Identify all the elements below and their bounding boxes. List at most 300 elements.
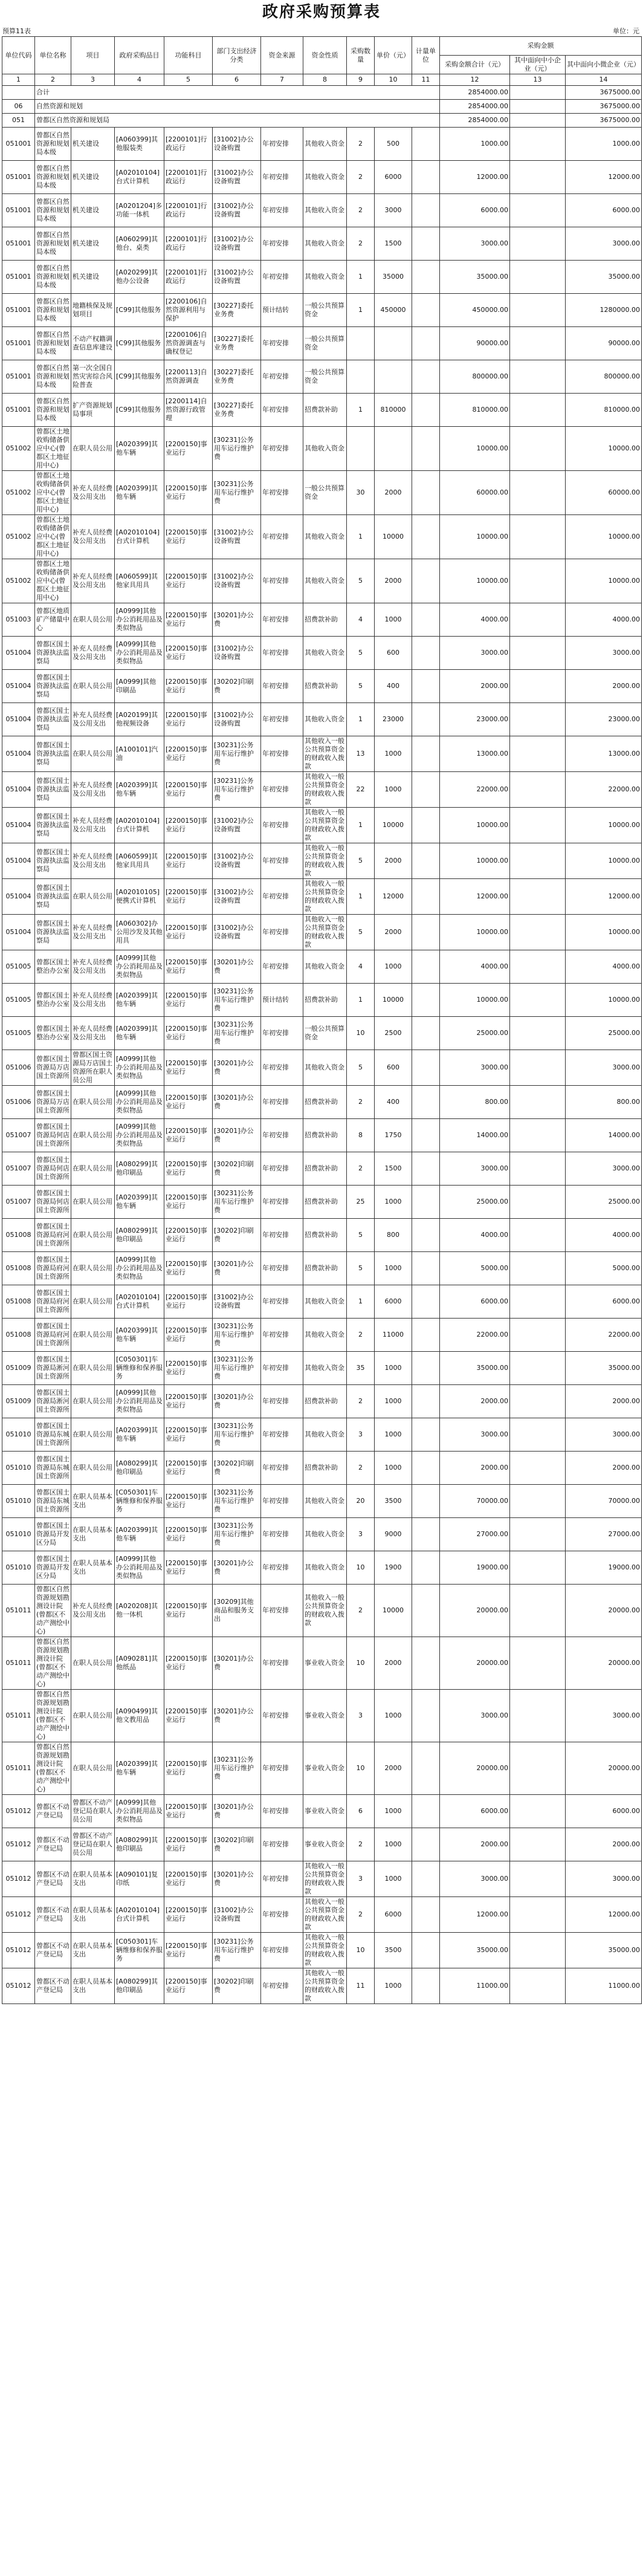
cell-fund-source: 年初安排 xyxy=(261,1152,303,1186)
cell-total: 12000.00 xyxy=(440,161,510,194)
cell-sme xyxy=(510,1828,566,1861)
table-row xyxy=(2,1518,642,1551)
cell-sme xyxy=(510,294,566,327)
cell-project: 机关建设 xyxy=(71,194,115,227)
cell-price: 500 xyxy=(375,128,412,161)
summary-row xyxy=(2,100,642,114)
cell-func-subject: [2200106]自然资源调查与确权登记 xyxy=(164,327,213,360)
cell-unit-code: 051004 xyxy=(2,915,35,950)
cell-func-subject: [2200113]自然资源调查 xyxy=(164,360,213,394)
cell-sme xyxy=(510,1285,566,1319)
cell-sme xyxy=(510,984,566,1017)
cell-econ-class: [31002]办公设备购置 xyxy=(213,128,261,161)
cell-qty: 1 xyxy=(347,515,375,559)
cell-sme xyxy=(510,1897,566,1933)
cell-fund-source: 年初安排 xyxy=(261,1551,303,1585)
cell-sme xyxy=(510,515,566,559)
cell-micro: 12000.00 xyxy=(566,1897,642,1933)
table-row xyxy=(2,915,642,950)
summary-sme xyxy=(510,100,566,114)
cell-price: 1000 xyxy=(375,1861,412,1897)
cell-price xyxy=(375,327,412,360)
cell-unit-measure xyxy=(412,1637,440,1690)
cell-sme xyxy=(510,808,566,843)
cell-project: 在职人员基本支出 xyxy=(71,1968,115,2004)
cell-unit-measure xyxy=(412,394,440,427)
procurement-table xyxy=(2,36,642,2004)
cell-sme xyxy=(510,1452,566,1485)
cell-unit-name: 曾都区国土资源局淅河国土资源所 xyxy=(35,1352,71,1385)
cell-func-subject: [2200101]行政运行 xyxy=(164,194,213,227)
table-row xyxy=(2,1219,642,1252)
cell-unit-code: 051002 xyxy=(2,515,35,559)
cell-fund-nature: 其他收入一般公共预算资金的财政收入拨款 xyxy=(303,736,347,772)
cell-micro: 90000.00 xyxy=(566,327,642,360)
cell-total: 14000.00 xyxy=(440,1119,510,1152)
table-row xyxy=(2,808,642,843)
cell-micro: 5000.00 xyxy=(566,1252,642,1285)
cell-qty: 3 xyxy=(347,1690,375,1742)
cell-fund-source: 年初安排 xyxy=(261,161,303,194)
cell-unit-code: 051001 xyxy=(2,128,35,161)
cell-project: 在职人员公用 xyxy=(71,1219,115,1252)
cell-price: 2000 xyxy=(375,1637,412,1690)
header-fund-source: 资金来源 xyxy=(261,37,303,74)
cell-unit-measure xyxy=(412,1551,440,1585)
table-row xyxy=(2,1319,642,1352)
cell-fund-nature: 一般公共预算资金 xyxy=(303,294,347,327)
cell-fund-source: 年初安排 xyxy=(261,327,303,360)
cell-unit-code: 051001 xyxy=(2,360,35,394)
cell-proc-item: [A0999]其他办公消耗用品及类似物品 xyxy=(115,603,164,637)
column-index-cell: 12 xyxy=(440,74,510,86)
cell-proc-item: [C99]其他服务 xyxy=(115,294,164,327)
cell-fund-nature: 其他收入一般公共预算资金的财政收入拨款 xyxy=(303,1968,347,2004)
cell-unit-measure xyxy=(412,1968,440,2004)
table-row xyxy=(2,1119,642,1152)
cell-total: 800.00 xyxy=(440,1086,510,1119)
cell-unit-code: 051012 xyxy=(2,1933,35,1968)
cell-fund-source: 年初安排 xyxy=(261,128,303,161)
cell-unit-code: 051008 xyxy=(2,1319,35,1352)
cell-unit-measure xyxy=(412,736,440,772)
cell-total: 3000.00 xyxy=(440,637,510,670)
cell-fund-source: 年初安排 xyxy=(261,1897,303,1933)
cell-fund-source: 年初安排 xyxy=(261,1319,303,1352)
cell-qty: 2 xyxy=(347,161,375,194)
cell-proc-item: [A0999]其他办公消耗用品及类似物品 xyxy=(115,1385,164,1418)
cell-fund-source: 年初安排 xyxy=(261,1086,303,1119)
cell-qty: 1 xyxy=(347,394,375,427)
cell-fund-source: 年初安排 xyxy=(261,1690,303,1742)
table-row xyxy=(2,1795,642,1828)
cell-unit-name: 曾都区自然资源和规划局本级 xyxy=(35,327,71,360)
cell-func-subject: [2200150]事业运行 xyxy=(164,1152,213,1186)
cell-unit-measure xyxy=(412,1285,440,1319)
cell-total: 23000.00 xyxy=(440,703,510,736)
cell-price: 3500 xyxy=(375,1485,412,1518)
cell-total: 2000.00 xyxy=(440,1385,510,1418)
cell-project: 在职人员公用 xyxy=(71,1186,115,1219)
cell-proc-item: [A020399]其他车辆 xyxy=(115,1017,164,1050)
cell-fund-source: 年初安排 xyxy=(261,879,303,915)
cell-unit-code: 051004 xyxy=(2,736,35,772)
cell-fund-source: 年初安排 xyxy=(261,1485,303,1518)
cell-econ-class: [31002]办公设备购置 xyxy=(213,161,261,194)
cell-proc-item: [A020399]其他车辆 xyxy=(115,1319,164,1352)
cell-unit-name: 曾都区国土资源执法监察局 xyxy=(35,637,71,670)
cell-unit-measure xyxy=(412,471,440,515)
cell-micro: 3000.00 xyxy=(566,1418,642,1452)
cell-price: 1000 xyxy=(375,603,412,637)
column-index-cell: 4 xyxy=(115,74,164,86)
cell-fund-source: 年初安排 xyxy=(261,394,303,427)
cell-sme xyxy=(510,879,566,915)
cell-sme xyxy=(510,1319,566,1352)
cell-qty: 3 xyxy=(347,1418,375,1452)
cell-unit-name: 曾都区国土资源局开发区分局 xyxy=(35,1551,71,1585)
cell-func-subject: [2200150]事业运行 xyxy=(164,1518,213,1551)
table-row xyxy=(2,950,642,984)
summary-sme xyxy=(510,114,566,128)
summary-code xyxy=(2,86,35,100)
cell-price: 1500 xyxy=(375,227,412,261)
cell-qty: 5 xyxy=(347,1050,375,1086)
cell-price: 3500 xyxy=(375,1933,412,1968)
cell-total: 22000.00 xyxy=(440,772,510,808)
cell-func-subject: [2200150]事业运行 xyxy=(164,1385,213,1418)
cell-total: 25000.00 xyxy=(440,1186,510,1219)
cell-qty: 2 xyxy=(347,194,375,227)
cell-unit-code: 051012 xyxy=(2,1828,35,1861)
cell-sme xyxy=(510,1742,566,1795)
table-row xyxy=(2,1742,642,1795)
cell-qty: 1 xyxy=(347,703,375,736)
cell-total: 10000.00 xyxy=(440,984,510,1017)
cell-total: 25000.00 xyxy=(440,1017,510,1050)
table-row xyxy=(2,843,642,879)
cell-sme xyxy=(510,736,566,772)
cell-proc-item: [A080299]其他印刷品 xyxy=(115,1452,164,1485)
cell-fund-nature: 其他收入一般公共预算资金的财政收入拨款 xyxy=(303,1897,347,1933)
table-number: 预算11表 xyxy=(2,27,31,35)
cell-sme xyxy=(510,1551,566,1585)
cell-unit-measure xyxy=(412,808,440,843)
cell-qty: 25 xyxy=(347,1186,375,1219)
cell-unit-measure xyxy=(412,1828,440,1861)
cell-econ-class: [30227]委托业务费 xyxy=(213,327,261,360)
cell-func-subject: [2200114]自然资源行政管理 xyxy=(164,394,213,427)
cell-unit-measure xyxy=(412,227,440,261)
cell-func-subject: [2200150]事业运行 xyxy=(164,1086,213,1119)
cell-sme xyxy=(510,843,566,879)
cell-unit-name: 曾都区土地收购储备供应中心(曾都区土地征用中心) xyxy=(35,515,71,559)
cell-fund-nature: 其他收入资金 xyxy=(303,1518,347,1551)
table-row xyxy=(2,1551,642,1585)
cell-unit-code: 051004 xyxy=(2,703,35,736)
summary-name: 曾都区自然资源和规划局 xyxy=(35,114,440,128)
cell-econ-class: [30201]办公费 xyxy=(213,1861,261,1897)
cell-total: 2000.00 xyxy=(440,670,510,703)
cell-unit-measure xyxy=(412,194,440,227)
table-row xyxy=(2,1418,642,1452)
cell-unit-code: 051004 xyxy=(2,670,35,703)
cell-fund-nature: 招费款补助 xyxy=(303,670,347,703)
cell-fund-nature: 其他收入资金 xyxy=(303,1485,347,1518)
cell-unit-name: 曾都区国土资源局府河国土资源所 xyxy=(35,1219,71,1252)
cell-unit-measure xyxy=(412,559,440,603)
cell-econ-class: [30231]公务用车运行维护费 xyxy=(213,427,261,471)
cell-unit-code: 051006 xyxy=(2,1050,35,1086)
cell-total: 4000.00 xyxy=(440,603,510,637)
cell-fund-nature: 其他收入资金 xyxy=(303,950,347,984)
cell-micro: 25000.00 xyxy=(566,1186,642,1219)
table-row xyxy=(2,670,642,703)
cell-micro: 13000.00 xyxy=(566,736,642,772)
cell-price: 1000 xyxy=(375,1352,412,1385)
cell-unit-measure xyxy=(412,1050,440,1086)
cell-micro: 10000.00 xyxy=(566,559,642,603)
cell-unit-name: 曾都区国土资源执法监察局 xyxy=(35,915,71,950)
cell-unit-name: 曾都区土地收购储备供应中心(曾都区土地征用中心) xyxy=(35,471,71,515)
table-meta xyxy=(0,24,643,36)
table-row xyxy=(2,128,642,161)
table-body xyxy=(2,86,642,2004)
cell-sme xyxy=(510,703,566,736)
cell-micro: 10000.00 xyxy=(566,427,642,471)
summary-code: 051 xyxy=(2,114,35,128)
cell-total: 3000.00 xyxy=(440,227,510,261)
cell-micro: 800.00 xyxy=(566,1086,642,1119)
cell-econ-class: [30231]公务用车运行维护费 xyxy=(213,1017,261,1050)
cell-price: 1000 xyxy=(375,1385,412,1418)
cell-total: 5000.00 xyxy=(440,1252,510,1285)
table-row xyxy=(2,294,642,327)
cell-fund-source: 年初安排 xyxy=(261,360,303,394)
cell-micro: 23000.00 xyxy=(566,703,642,736)
cell-unit-name: 曾都区国土整治办公室 xyxy=(35,950,71,984)
cell-micro: 20000.00 xyxy=(566,1742,642,1795)
cell-qty: 2 xyxy=(347,1452,375,1485)
cell-project: 在职人员公用 xyxy=(71,1637,115,1690)
cell-fund-nature: 其他收入资金 xyxy=(303,161,347,194)
cell-proc-item: [A080299]其他印刷品 xyxy=(115,1219,164,1252)
cell-unit-code: 051010 xyxy=(2,1485,35,1518)
cell-unit-name: 曾都区国土资源执法监察局 xyxy=(35,843,71,879)
cell-sme xyxy=(510,1795,566,1828)
cell-fund-nature: 事业收入资金 xyxy=(303,1795,347,1828)
cell-qty: 2 xyxy=(347,1152,375,1186)
cell-fund-nature: 其他收入资金 xyxy=(303,1551,347,1585)
cell-micro: 2000.00 xyxy=(566,1828,642,1861)
cell-unit-name: 曾都区自然资源规划勘测设计院(曾都区不动产测绘中心) xyxy=(35,1637,71,1690)
cell-func-subject: [2200150]事业运行 xyxy=(164,843,213,879)
cell-total: 4000.00 xyxy=(440,1219,510,1252)
cell-func-subject: [2200150]事业运行 xyxy=(164,1742,213,1795)
cell-fund-nature: 其他收入资金 xyxy=(303,515,347,559)
cell-fund-nature: 招费款补助 xyxy=(303,1152,347,1186)
cell-project: 机关建设 xyxy=(71,227,115,261)
cell-fund-nature: 招费款补助 xyxy=(303,1119,347,1152)
cell-proc-item: [A090101]复印纸 xyxy=(115,1861,164,1897)
cell-project: 在职人员公用 xyxy=(71,1252,115,1285)
cell-fund-source: 年初安排 xyxy=(261,1742,303,1795)
cell-project: 在职人员公用 xyxy=(71,1385,115,1418)
cell-proc-item: [A020399]其他车辆 xyxy=(115,1186,164,1219)
cell-func-subject: [2200150]事业运行 xyxy=(164,1319,213,1352)
cell-fund-source: 年初安排 xyxy=(261,227,303,261)
table-row xyxy=(2,427,642,471)
cell-unit-code: 051012 xyxy=(2,1861,35,1897)
cell-sme xyxy=(510,327,566,360)
cell-fund-source: 年初安排 xyxy=(261,603,303,637)
cell-unit-measure xyxy=(412,1861,440,1897)
cell-sme xyxy=(510,227,566,261)
cell-fund-nature: 其他收入资金 xyxy=(303,1285,347,1319)
cell-qty: 30 xyxy=(347,471,375,515)
cell-econ-class: [31002]办公设备购置 xyxy=(213,261,261,294)
cell-qty: 8 xyxy=(347,1119,375,1152)
cell-unit-code: 051009 xyxy=(2,1385,35,1418)
table-row xyxy=(2,1050,642,1086)
cell-func-subject: [2200150]事业运行 xyxy=(164,1485,213,1518)
cell-qty: 5 xyxy=(347,1252,375,1285)
cell-unit-name: 曾都区国土资源局东城国土资源所 xyxy=(35,1485,71,1518)
cell-fund-nature: 其他收入资金 xyxy=(303,1050,347,1086)
cell-total: 6000.00 xyxy=(440,194,510,227)
cell-proc-item: [A0201204]多功能一体机 xyxy=(115,194,164,227)
cell-project: 扩产资源规划局事项 xyxy=(71,394,115,427)
cell-proc-item: [A0999]其他办公消耗用品及类似物品 xyxy=(115,637,164,670)
cell-project: 补充人员经费及公用支出 xyxy=(71,1585,115,1637)
cell-econ-class: [31002]办公设备购置 xyxy=(213,808,261,843)
cell-unit-code: 051011 xyxy=(2,1637,35,1690)
cell-func-subject: [2200150]事业运行 xyxy=(164,1968,213,2004)
cell-econ-class: [30231]公务用车运行维护费 xyxy=(213,1518,261,1551)
cell-micro: 19000.00 xyxy=(566,1551,642,1585)
cell-unit-measure xyxy=(412,261,440,294)
cell-unit-code: 051011 xyxy=(2,1585,35,1637)
cell-fund-source: 年初安排 xyxy=(261,515,303,559)
cell-econ-class: [31002]办公设备购置 xyxy=(213,879,261,915)
cell-proc-item: [A0999]其他办公消耗用品及类似物品 xyxy=(115,1252,164,1285)
cell-project: 补充人员经费及公用支出 xyxy=(71,950,115,984)
cell-project: 在职人员基本支出 xyxy=(71,1861,115,1897)
cell-sme xyxy=(510,950,566,984)
cell-econ-class: [30201]办公费 xyxy=(213,1050,261,1086)
cell-econ-class: [30231]公务用车运行维护费 xyxy=(213,772,261,808)
cell-econ-class: [31002]办公设备购置 xyxy=(213,703,261,736)
cell-total: 35000.00 xyxy=(440,1933,510,1968)
cell-fund-nature: 招费款补助 xyxy=(303,1252,347,1285)
cell-proc-item: [C99]其他服务 xyxy=(115,327,164,360)
cell-fund-source: 年初安排 xyxy=(261,670,303,703)
cell-proc-item: [A080299]其他印刷品 xyxy=(115,1152,164,1186)
cell-sme xyxy=(510,261,566,294)
cell-project: 补充人员经费及公用支出 xyxy=(71,703,115,736)
cell-qty: 35 xyxy=(347,1352,375,1385)
cell-project: 补充人员经费及公用支出 xyxy=(71,984,115,1017)
cell-price: 10000 xyxy=(375,1585,412,1637)
cell-fund-nature: 其他收入一般公共预算资金的财政收入拨款 xyxy=(303,915,347,950)
cell-fund-nature: 其他收入资金 xyxy=(303,1319,347,1352)
cell-micro: 3000.00 xyxy=(566,1050,642,1086)
cell-fund-nature: 其他收入资金 xyxy=(303,637,347,670)
cell-econ-class: [31002]办公设备购置 xyxy=(213,559,261,603)
cell-fund-nature: 招费款补助 xyxy=(303,1219,347,1252)
cell-micro: 10000.00 xyxy=(566,843,642,879)
cell-proc-item: [A080299]其他印刷品 xyxy=(115,1828,164,1861)
cell-unit-code: 051012 xyxy=(2,1968,35,2004)
cell-proc-item: [A020399]其他车辆 xyxy=(115,984,164,1017)
cell-func-subject: [2200150]事业运行 xyxy=(164,559,213,603)
cell-qty: 22 xyxy=(347,772,375,808)
cell-econ-class: [30231]公务用车运行维护费 xyxy=(213,1319,261,1352)
cell-project: 在职人员公用 xyxy=(71,1352,115,1385)
cell-micro: 3000.00 xyxy=(566,1152,642,1186)
cell-total: 3000.00 xyxy=(440,1418,510,1452)
cell-func-subject: [2200150]事业运行 xyxy=(164,736,213,772)
cell-micro: 14000.00 xyxy=(566,1119,642,1152)
table-row xyxy=(2,1252,642,1285)
summary-name: 合计 xyxy=(35,86,440,100)
cell-price: 3000 xyxy=(375,194,412,227)
cell-fund-source: 预计结转 xyxy=(261,984,303,1017)
cell-project: 在职人员公用 xyxy=(71,1452,115,1485)
column-index-cell: 7 xyxy=(261,74,303,86)
cell-fund-source: 年初安排 xyxy=(261,950,303,984)
cell-project: 机关建设 xyxy=(71,161,115,194)
cell-qty: 2 xyxy=(347,1897,375,1933)
cell-total: 35000.00 xyxy=(440,261,510,294)
header-func-subject: 功能科目 xyxy=(164,37,213,74)
cell-unit-code: 051012 xyxy=(2,1795,35,1828)
cell-sme xyxy=(510,772,566,808)
cell-econ-class: [30201]办公费 xyxy=(213,1637,261,1690)
cell-unit-name: 曾都区国土资源局开发区分局 xyxy=(35,1518,71,1551)
cell-unit-code: 051005 xyxy=(2,1017,35,1050)
cell-price: 2000 xyxy=(375,559,412,603)
cell-sme xyxy=(510,427,566,471)
cell-unit-measure xyxy=(412,360,440,394)
cell-econ-class: [30202]印刷费 xyxy=(213,1828,261,1861)
cell-fund-source: 年初安排 xyxy=(261,1637,303,1690)
cell-fund-source: 年初安排 xyxy=(261,703,303,736)
cell-sme xyxy=(510,1637,566,1690)
cell-price: 2500 xyxy=(375,1017,412,1050)
cell-sme xyxy=(510,128,566,161)
cell-func-subject: [2200150]事业运行 xyxy=(164,1050,213,1086)
column-index-cell: 3 xyxy=(71,74,115,86)
cell-sme xyxy=(510,1933,566,1968)
cell-econ-class: [30231]公务用车运行维护费 xyxy=(213,984,261,1017)
cell-unit-name: 曾都区国土资源局府河国土资源所 xyxy=(35,1252,71,1285)
cell-price: 1000 xyxy=(375,1418,412,1452)
cell-project: 在职人员公用 xyxy=(71,670,115,703)
cell-unit-measure xyxy=(412,161,440,194)
table-row xyxy=(2,637,642,670)
cell-project: 在职人员公用 xyxy=(71,1690,115,1742)
cell-total: 10000.00 xyxy=(440,515,510,559)
cell-price: 9000 xyxy=(375,1518,412,1551)
cell-project: 在职人员公用 xyxy=(71,1119,115,1152)
cell-price: 2000 xyxy=(375,915,412,950)
cell-unit-name: 曾都区国土资源局府河国土资源所 xyxy=(35,1319,71,1352)
cell-unit-name: 曾都区土地收购储备供应中心(曾都区土地征用中心) xyxy=(35,559,71,603)
cell-func-subject: [2200150]事业运行 xyxy=(164,1585,213,1637)
cell-project: 在职人员基本支出 xyxy=(71,1485,115,1518)
cell-qty: 2 xyxy=(347,1585,375,1637)
